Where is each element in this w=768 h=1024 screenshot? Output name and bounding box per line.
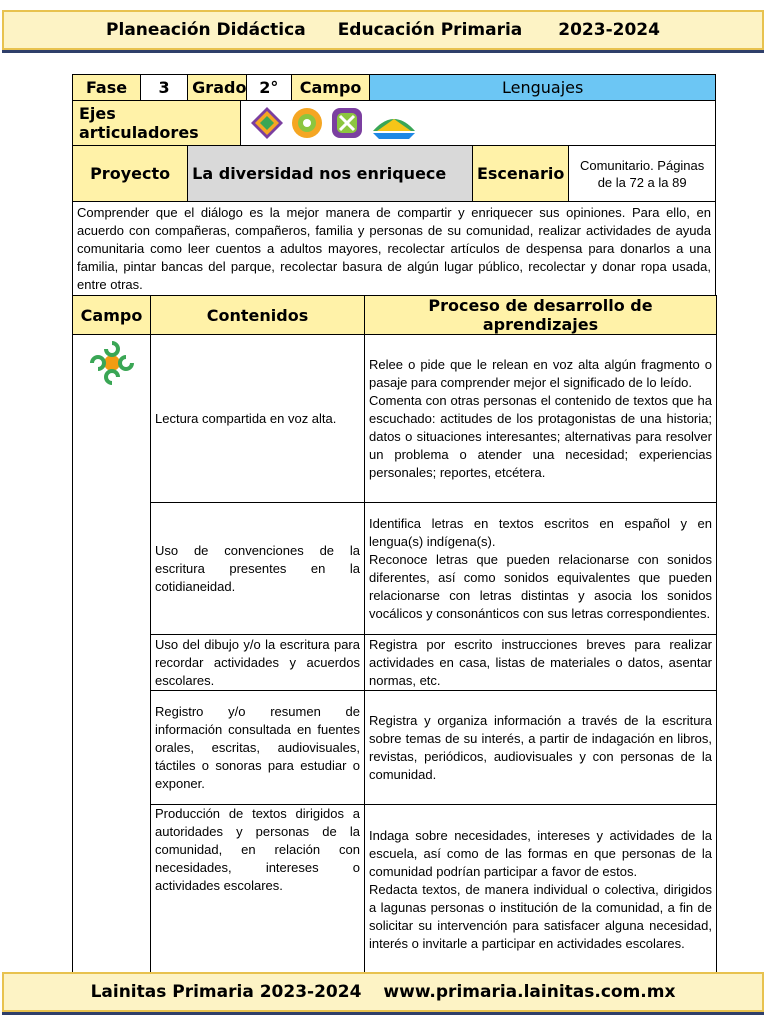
- contenido-cell: Uso de convenciones de la escritura presentes en la cotidianeidad.: [151, 503, 365, 635]
- col-header-campo: Campo: [73, 296, 151, 335]
- header-title: Planeación Didáctica: [106, 20, 306, 40]
- footer-title: Lainitas Primaria 2023-2024: [90, 982, 362, 1002]
- grado-value: 2°: [246, 75, 291, 101]
- info-table: [72, 74, 716, 297]
- interculturality-icon: [329, 105, 365, 141]
- header-banner: [2, 10, 764, 50]
- escenario-label: Escenario: [472, 146, 568, 202]
- contenido-cell: Producción de textos dirigidos a autoridades y personas de la comunidad, en relación con necesidades, intereses o actividades escolares.: [151, 805, 365, 975]
- proyecto-value: La diversidad nos enriquece: [188, 146, 473, 202]
- fase-value: 3: [141, 75, 188, 101]
- campo-label: Campo: [291, 75, 370, 101]
- fase-label: Fase: [73, 75, 141, 101]
- proceso-cell: Registra y organiza información a través de la escritura sobre temas de su interés, a partir de indagación en libros, revistas, periódicos, audiovisuales y con personas de la comunidad.: [365, 691, 717, 805]
- proceso-cell: Relee o pide que le relean en voz alta algún fragmento o pasaje para comprender mejor el significado de lo leído. Comenta con otras personas el contenido de textos que ha escuchado: actitudes de los protagonistas de una historia; datos o situaciones interesantes; alternativas para resolver un problema o atender una necesidad; experiencias personales; reportes, etcétera.: [365, 335, 717, 503]
- critical-thinking-icon: [289, 105, 325, 141]
- header-level: Educación Primaria: [337, 20, 523, 40]
- ejes-label: Ejes articuladores: [73, 101, 241, 145]
- proyecto-label: Proyecto: [73, 146, 188, 202]
- contenido-cell: Lectura compartida en voz alta.: [151, 335, 365, 503]
- contents-table: [72, 295, 717, 975]
- col-header-proceso: Proceso de desarrollo de aprendizajes: [365, 296, 717, 335]
- project-description: Comprender que el diálogo es la mejor manera de compartir y enriquecer sus opiniones. Para ello, en acuerdo con compañeras, compañeros, familia y personas de su comunidad, realizar actividades de ayuda comunitaria como leer cuentos a adultos mayores, recolectar artículos de despensa para donarlos a una familia, pintar bancas del parque, recolectar basura de algún lugar público, recolectar y donar ropa usada, entre otras.: [73, 202, 716, 297]
- artistic-education-icon: [369, 105, 419, 141]
- campo-value: Lenguajes: [370, 75, 716, 101]
- col-header-contenidos: Contenidos: [151, 296, 365, 335]
- table-row: [73, 503, 717, 635]
- footer-url[interactable]: www.primaria.lainitas.com.mx: [383, 982, 676, 1002]
- escenario-value: Comunitario. Páginas de la 72 a la 89: [569, 146, 716, 202]
- contenido-cell: Uso del dibujo y/o la escritura para recordar actividades y acuerdos escolares.: [151, 635, 365, 691]
- table-row: [73, 805, 717, 975]
- table-row: [73, 635, 717, 691]
- table-row: [73, 335, 717, 503]
- ejes-row: [73, 101, 716, 146]
- footer-banner: [2, 972, 764, 1012]
- proceso-cell: Indaga sobre necesidades, intereses y actividades de la escuela, así como de las formas en que personas de la comunidad podrían participar a favor de estos. Redacta textos, de manera individual o colectiva, dirigidos a lagunas personas o institución de la comunidad, a fin de solicitar su intervención para satisfacer alguna necesidad, interés o invitarle a participar en actividades escolares.: [365, 805, 717, 975]
- header-year: 2023-2024: [558, 20, 660, 40]
- proceso-cell: Identifica letras en textos escritos en español y en lengua(s) indígena(s). Reconoce letras que pueden relacionarse con sonidos diferentes, así como sonidos equivalentes que pueden relacionarse con letras distintas y asocia los sonidos vocálicos y consonánticos con sus letras correspondientes.: [365, 503, 717, 635]
- proceso-cell: Registra por escrito instrucciones breves para realizar actividades en casa, listas de materiales o datos, asentar normas, etc.: [365, 635, 717, 691]
- grado-label: Grado: [188, 75, 247, 101]
- ejes-icons: [249, 105, 419, 141]
- contenido-cell: Registro y/o resumen de información consultada en fuentes orales, escritas, audiovisuales, táctiles o sonoras para estudiar o exponer.: [151, 691, 365, 805]
- table-row: [73, 691, 717, 805]
- campo-cell: [73, 335, 151, 975]
- inclusion-icon: [249, 105, 285, 141]
- lenguajes-icon: [88, 339, 136, 387]
